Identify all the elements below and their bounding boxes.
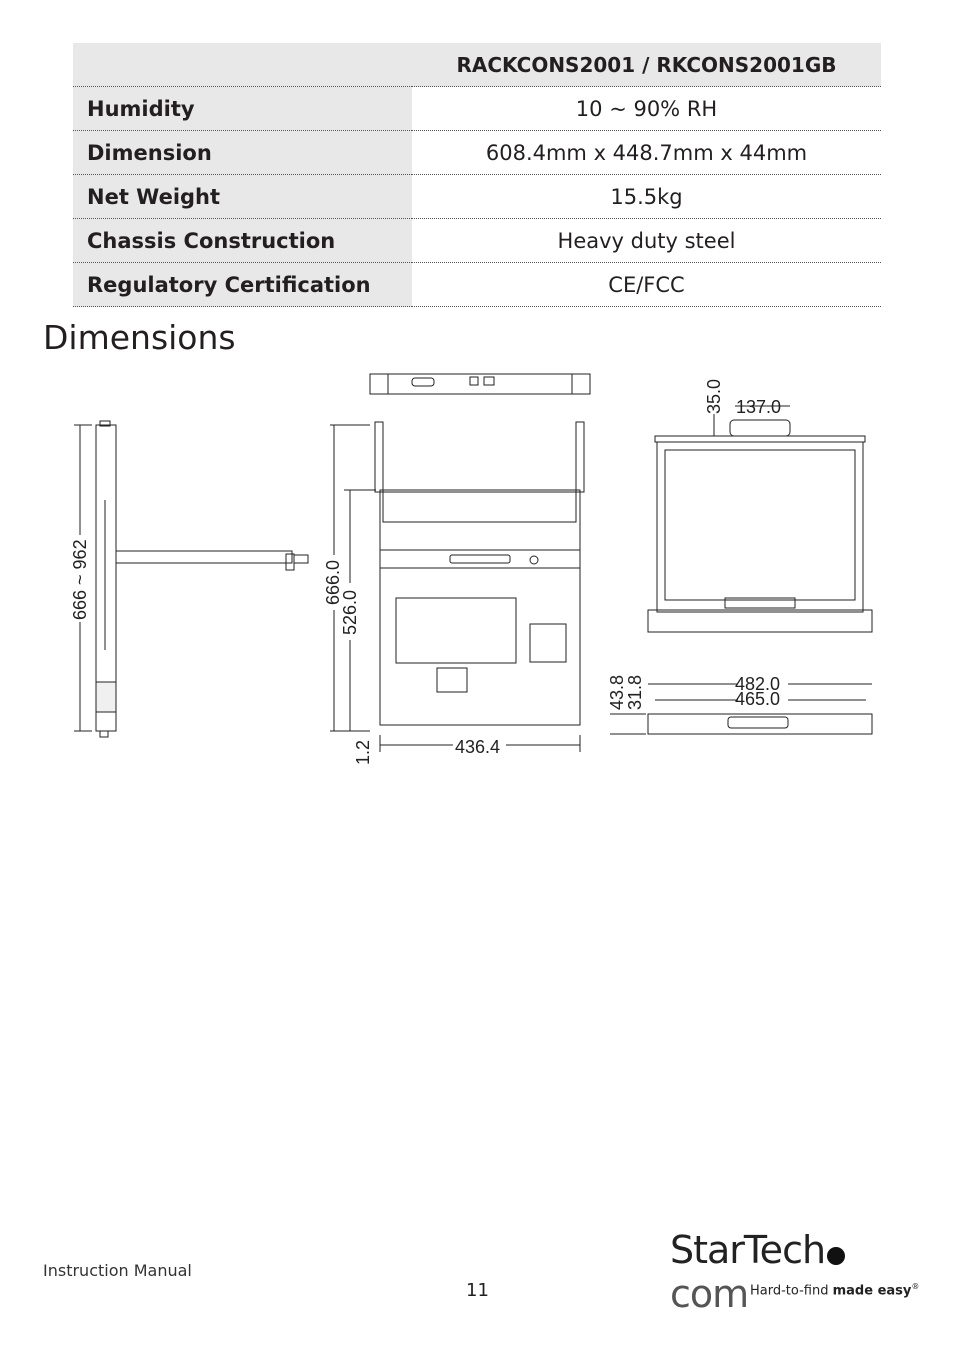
- label-rear-width-2: 465.0: [735, 689, 781, 709]
- header-empty-cell: [73, 43, 412, 87]
- row-value: Heavy duty steel: [412, 219, 881, 263]
- row-value: CE/FCC: [412, 263, 881, 307]
- page-number: 11: [466, 1280, 489, 1301]
- logo-dot-icon: [827, 1247, 845, 1265]
- row-value: 10 ~ 90% RH: [412, 87, 881, 131]
- table-header-row: [73, 43, 881, 87]
- label-top-width: 137.0: [736, 397, 782, 417]
- logo-suffix: com: [670, 1272, 749, 1316]
- logo-tagline: Hard-to-find made easy®: [750, 1282, 920, 1299]
- spec-table: [73, 43, 881, 307]
- row-label: Chassis Construction: [73, 219, 412, 263]
- row-value: 608.4mm x 448.7mm x 44mm: [412, 131, 881, 175]
- label-rear-height-2: 31.8: [625, 674, 645, 710]
- row-label: Humidity: [73, 87, 412, 131]
- manual-label: Instruction Manual: [43, 1261, 192, 1280]
- label-bottom-offset: 1.2: [353, 739, 373, 765]
- label-front-height-1: 666.0: [323, 559, 343, 605]
- label-front-height-2: 526.0: [340, 589, 360, 635]
- table-row: [73, 87, 881, 131]
- side-view: [74, 421, 308, 737]
- top-view: [370, 374, 590, 394]
- model-header: RACKCONS2001 / RKCONS2001GB: [412, 43, 881, 87]
- label-rear-height-1: 43.8: [607, 674, 627, 710]
- section-title: Dimensions: [43, 318, 236, 357]
- front-view: [330, 422, 584, 752]
- row-label: Regulatory Certification: [73, 263, 412, 307]
- label-top-height: 35.0: [704, 378, 724, 414]
- dimension-drawing: [60, 365, 890, 775]
- row-label: Net Weight: [73, 175, 412, 219]
- row-label: Dimension: [73, 131, 412, 175]
- label-front-width: 436.4: [455, 737, 501, 757]
- row-value: 15.5kg: [412, 175, 881, 219]
- logo-text: StarTech: [670, 1228, 826, 1272]
- startech-logo: [670, 1228, 920, 1316]
- table-row: [73, 219, 881, 263]
- label-rear-width-1: 482.0: [735, 674, 781, 694]
- table-row: [73, 263, 881, 307]
- table-row: [73, 131, 881, 175]
- table-row: [73, 175, 881, 219]
- label-side-height: 666 ~ 962: [70, 539, 90, 620]
